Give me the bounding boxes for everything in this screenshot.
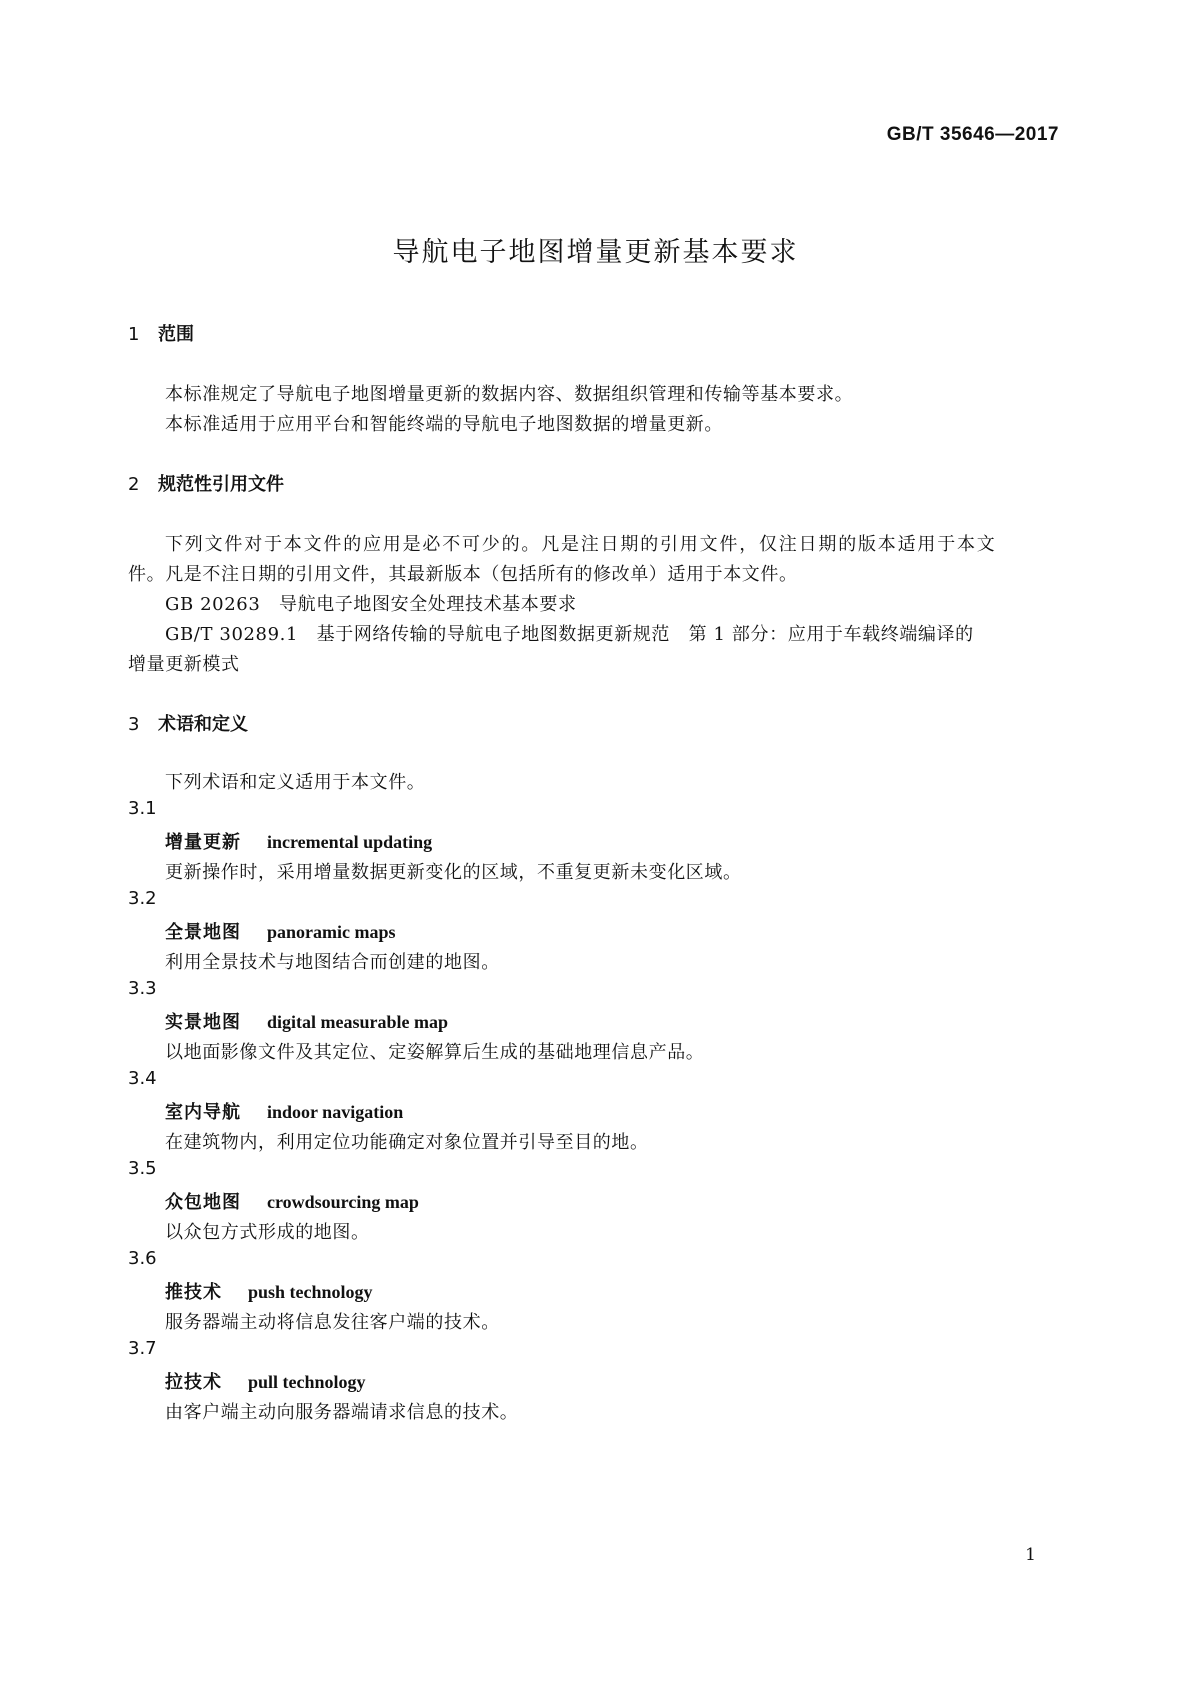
term-3-2-definition: 利用全景技术与地图结合而创建的地图。 <box>165 952 500 973</box>
term-3-2-number: 3.2 <box>128 888 157 909</box>
term-3-4 <box>165 1098 403 1124</box>
section-1-title: 范围 <box>158 324 194 345</box>
term-3-6-definition: 服务器端主动将信息发往客户端的技术。 <box>165 1312 500 1333</box>
section-1-number: 1 <box>128 324 140 345</box>
reference-gbt-30289-1-continued: 增量更新模式 <box>128 654 240 675</box>
section-1-heading <box>128 320 194 346</box>
reference-gbt-30289-1: GB/T 30289.1 基于网络传输的导航电子地图数据更新规范 第 1 部分：应用于车载终端编译的 <box>165 624 974 645</box>
term-3-7-en: pull technology <box>248 1372 366 1392</box>
section-2-paragraph-2: 件。凡是不注日期的引用文件，其最新版本（包括所有的修改单）适用于本文件。 <box>128 564 798 585</box>
standard-number: GB/T 35646—2017 <box>886 124 1059 145</box>
term-3-6-zh: 推技术 <box>165 1282 222 1303</box>
term-3-3-en: digital measurable map <box>267 1012 449 1032</box>
section-2-title: 规范性引用文件 <box>158 474 284 495</box>
term-3-2-zh: 全景地图 <box>165 922 241 943</box>
term-3-7-definition: 由客户端主动向服务器端请求信息的技术。 <box>165 1402 519 1423</box>
term-3-3-definition: 以地面影像文件及其定位、定姿解算后生成的基础地理信息产品。 <box>165 1042 705 1063</box>
section-1-paragraph-2: 本标准适用于应用平台和智能终端的导航电子地图数据的增量更新。 <box>165 414 723 435</box>
term-3-5-en: crowdsourcing map <box>267 1192 419 1212</box>
term-3-4-definition: 在建筑物内，利用定位功能确定对象位置并引导至目的地。 <box>165 1132 649 1153</box>
term-3-1 <box>165 828 432 854</box>
term-3-2-en: panoramic maps <box>267 922 396 942</box>
section-3-heading <box>128 710 248 736</box>
term-3-4-number: 3.4 <box>128 1068 157 1089</box>
term-3-3 <box>165 1008 448 1034</box>
term-3-3-number: 3.3 <box>128 978 157 999</box>
term-3-5 <box>165 1188 419 1214</box>
term-3-3-zh: 实景地图 <box>165 1012 241 1033</box>
section-3-intro: 下列术语和定义适用于本文件。 <box>165 772 426 793</box>
reference-gb-20263: GB 20263 导航电子地图安全处理技术基本要求 <box>165 594 577 615</box>
term-3-6-en: push technology <box>248 1282 373 1302</box>
term-3-1-zh: 增量更新 <box>165 832 241 853</box>
term-3-6-number: 3.6 <box>128 1248 157 1269</box>
term-3-5-definition: 以众包方式形成的地图。 <box>165 1222 370 1243</box>
section-1-paragraph-1: 本标准规定了导航电子地图增量更新的数据内容、数据组织管理和传输等基本要求。 <box>165 384 854 405</box>
term-3-2 <box>165 918 396 944</box>
section-2-paragraph-1: 下列文件对于本文件的应用是必不可少的。凡是注日期的引用文件，仅注日期的版本适用于本文 <box>165 534 997 555</box>
term-3-5-zh: 众包地图 <box>165 1192 241 1213</box>
section-3-number: 3 <box>128 714 140 735</box>
term-3-1-en: incremental updating <box>267 832 433 852</box>
section-2-heading <box>128 470 284 496</box>
term-3-4-en: indoor navigation <box>267 1102 404 1122</box>
term-3-1-number: 3.1 <box>128 798 157 819</box>
term-3-1-definition: 更新操作时，采用增量数据更新变化的区域，不重复更新未变化区域。 <box>165 862 742 883</box>
term-3-7 <box>165 1368 366 1394</box>
term-3-7-zh: 拉技术 <box>165 1372 222 1393</box>
document-title: 导航电子地图增量更新基本要求 <box>392 237 799 268</box>
term-3-5-number: 3.5 <box>128 1158 157 1179</box>
term-3-6 <box>165 1278 373 1304</box>
section-3-title: 术语和定义 <box>158 714 248 735</box>
term-3-7-number: 3.7 <box>128 1338 157 1359</box>
page-number: 1 <box>1025 1545 1036 1565</box>
section-2-number: 2 <box>128 474 140 495</box>
term-3-4-zh: 室内导航 <box>165 1102 241 1123</box>
